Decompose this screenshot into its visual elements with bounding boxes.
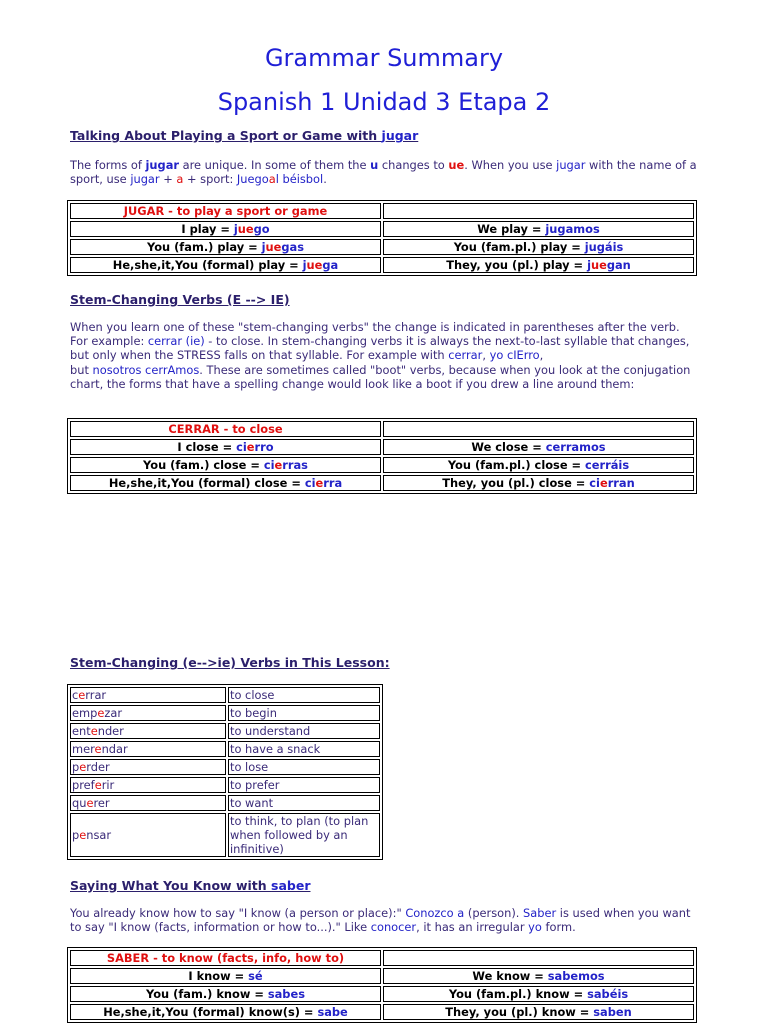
table-row [70,687,380,703]
meaning-cell: to begin [228,705,380,721]
verb-cell: preferir [70,777,226,793]
lesson-verbs-table [67,684,383,860]
conj-cell: He,she,it,You (formal) play = juega [70,257,381,273]
table-title-cell: JUGAR - to play a sport or game [70,203,381,219]
meaning-cell: to close [228,687,380,703]
table-row [70,239,694,255]
conj-cell: They, you (pl.) play = juegan [383,257,694,273]
section-heading-stem-changing: Stem-Changing Verbs (E --> IE) [70,292,290,307]
meaning-cell: to lose [228,759,380,775]
stem-changing-paragraph: When you learn one of these "stem-changing verbs" the change is indicated in parentheses after the verb. For example: cerrar (ie) - to close. In stem-changing verbs it is always the next-to-last syllable that changes, but only when the STRESS falls on that syllable. For example with cerrar, yo cIErro, but nosotros cerrAmos. These are sometimes called "boot" verbs, because when you look at the conjugation chart, the forms that have a spelling change would look like a boot if you drew a line around them: [70,320,691,391]
verb-cell: perder [70,759,226,775]
conj-cell: You (fam.pl.) know = sabéis [383,986,694,1002]
meaning-cell: to understand [228,723,380,739]
saber-conjugation-table [67,947,697,1023]
verb-cell: empezar [70,705,226,721]
table-row [70,421,694,437]
table-row [70,723,380,739]
conj-cell: They, you (pl.) know = saben [383,1004,694,1020]
table-row [70,257,694,273]
table-empty-cell [383,950,694,966]
table-row [70,457,694,473]
meaning-cell: to prefer [228,777,380,793]
table-row [70,950,694,966]
conj-cell: I play = juego [70,221,381,237]
saber-paragraph: You already know how to say "I know (a person or place):" Conozco a (person). Saber is used when you want to say "I know (facts, information or how to...)." Like conocer, it has an irregular yo form. [70,906,691,935]
table-row [70,986,694,1002]
table-row [70,203,694,219]
table-row [70,221,694,237]
cerrar-conjugation-table [67,418,697,494]
conj-cell: We close = cerramos [383,439,694,455]
section-heading-jugar: Talking About Playing a Sport or Game with jugar [70,128,419,143]
conj-cell: You (fam.) know = sabes [70,986,381,1002]
table-row [70,741,380,757]
verb-cell: cerrar [70,687,226,703]
conj-cell: We know = sabemos [383,968,694,984]
table-row [70,795,380,811]
section-heading-saber: Saying What You Know with saber [70,878,311,893]
jugar-conjugation-table [67,200,697,276]
page-title: Grammar Summary [264,44,504,72]
table-row [70,475,694,491]
page-subtitle: Spanish 1 Unidad 3 Etapa 2 [217,88,551,116]
verb-cell: merendar [70,741,226,757]
table-row [70,813,380,857]
verb-cell: querer [70,795,226,811]
table-row [70,439,694,455]
table-empty-cell [383,203,694,219]
table-row [70,968,694,984]
section-heading-lesson-verbs: Stem-Changing (e-->ie) Verbs in This Lesson: [70,655,390,670]
table-row [70,759,380,775]
conj-cell: You (fam.pl.) close = cerráis [383,457,694,473]
table-title-cell: CERRAR - to close [70,421,381,437]
conj-cell: We play = jugamos [383,221,694,237]
conj-cell: You (fam.) close = cierras [70,457,381,473]
conj-cell: He,she,it,You (formal) close = cierra [70,475,381,491]
conj-cell: They, you (pl.) close = cierran [383,475,694,491]
conj-cell: I know = sé [70,968,381,984]
verb-cell: pensar [70,813,226,857]
meaning-cell: to think, to plan (to plan when followed by an infinitive) [228,813,380,857]
verb-cell: entender [70,723,226,739]
conj-cell: You (fam.pl.) play = jugáis [383,239,694,255]
conj-cell: He,she,it,You (formal) know(s) = sabe [70,1004,381,1020]
meaning-cell: to have a snack [228,741,380,757]
table-row [70,705,380,721]
table-title-cell: SABER - to know (facts, info, how to) [70,950,381,966]
table-row [70,1004,694,1020]
table-row [70,777,380,793]
conj-cell: I close = cierro [70,439,381,455]
conj-cell: You (fam.) play = juegas [70,239,381,255]
meaning-cell: to want [228,795,380,811]
jugar-intro-paragraph: The forms of jugar are unique. In some of them the u changes to ue. When you use jugar with the name of a sport, use jugar + a + sport: Juegoal béisbol. [70,158,697,187]
table-empty-cell [383,421,694,437]
